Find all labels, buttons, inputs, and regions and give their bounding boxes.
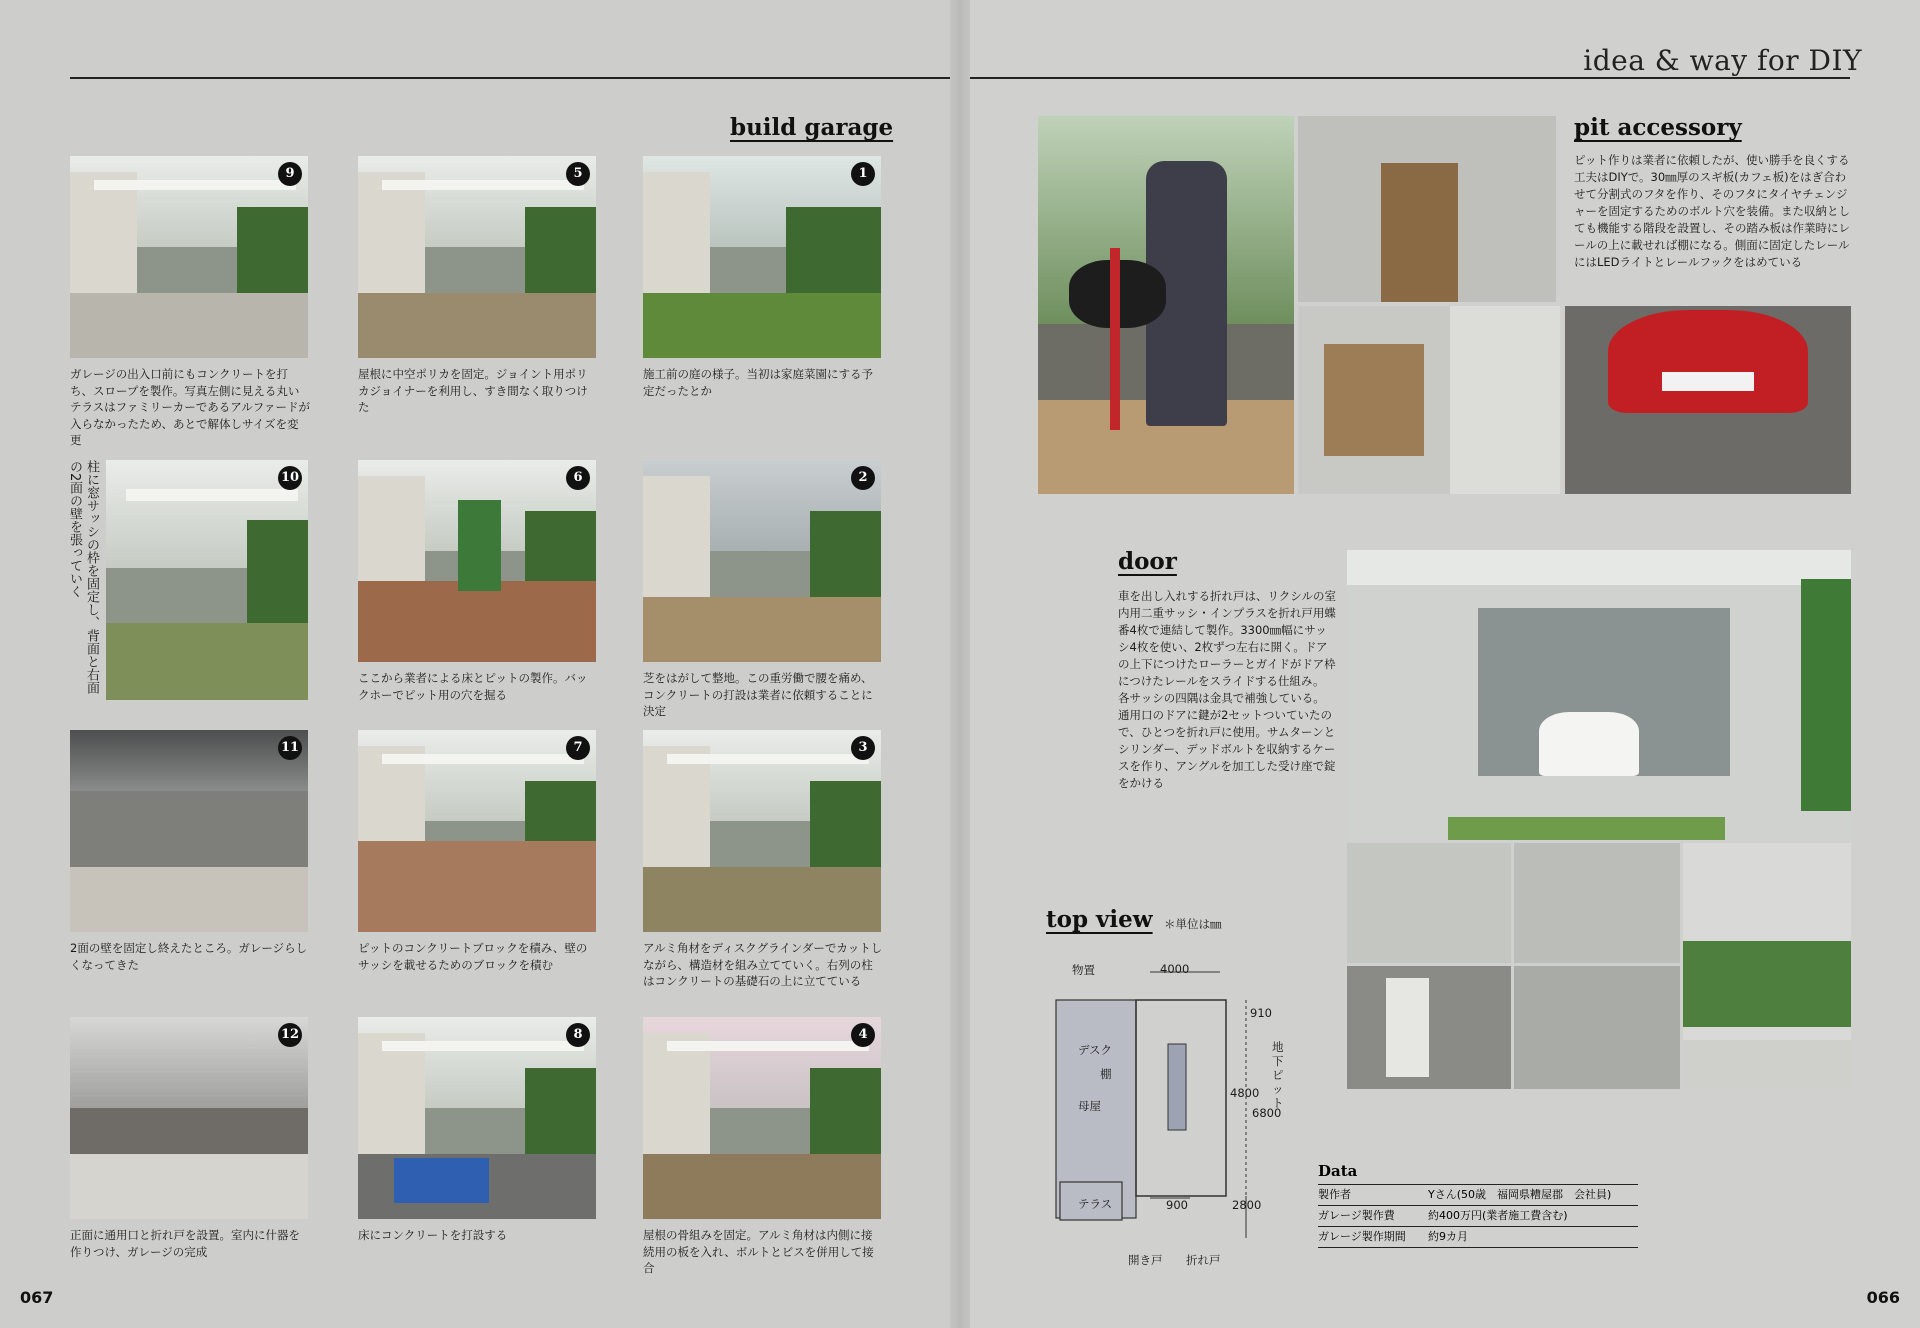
vertical-caption: 柱に窓サッシの枠を固定し、背面と右面の2面の壁を張っていく (67, 460, 99, 694)
data-key: ガレージ製作期間 (1318, 1230, 1406, 1243)
step-photo (643, 156, 881, 358)
door-lock-photo (1347, 966, 1511, 1089)
step-number: 10 (278, 466, 302, 490)
plan-label-desk: デスク (1078, 1043, 1113, 1057)
plan-label-swing-door: 開き戸 (1128, 1253, 1163, 1267)
step-photo (643, 460, 881, 662)
step-number: 1 (851, 162, 875, 186)
step-caption: アルミ角材をディスクグラインダーでカットしながら、構造材を組み立てていく。右列の柱はコンクリートの基礎石の上に立てている (643, 941, 883, 988)
step-photo (643, 1017, 881, 1219)
step-caption: 床にコンクリートを打設する (358, 1228, 508, 1242)
step-number: 7 (566, 736, 590, 760)
plan-label-width: 4000 (1160, 962, 1190, 976)
garage-door-photo (1347, 550, 1851, 840)
pit-stairs-photo (1298, 306, 1560, 494)
door-detail-photo (1347, 843, 1511, 963)
data-row (1318, 1226, 1638, 1248)
step-number: 2 (851, 466, 875, 490)
data-key: 製作者 (1318, 1188, 1351, 1201)
step-caption: 屋根に中空ポリカを固定。ジョイント用ポリカジョイナーを利用し、すき間なく取りつけた (358, 367, 588, 414)
plan-label-main-house: 母屋 (1078, 1099, 1101, 1113)
step-photo (358, 460, 596, 662)
plan-label-900: 900 (1166, 1198, 1188, 1212)
header-rule-left (70, 77, 950, 79)
step-number: 9 (278, 162, 302, 186)
step-number: 12 (278, 1023, 302, 1047)
step-number: 5 (566, 162, 590, 186)
gutter (950, 0, 970, 1328)
step-photo (70, 1017, 308, 1219)
data-row (1318, 1184, 1638, 1205)
door-title: door (1118, 548, 1177, 575)
red-car-photo (1565, 306, 1851, 494)
top-view-plan (1050, 962, 1290, 1270)
step-number: 3 (851, 736, 875, 760)
step-caption: 施工前の庭の様子。当初は家庭菜園にする予定だったとか (643, 367, 873, 398)
step-photo (358, 156, 596, 358)
tire-changer-photo (1038, 116, 1294, 494)
top-view-title: top view (1046, 906, 1153, 933)
plan-label-terrace: テラス (1078, 1197, 1113, 1211)
step-caption: 芝をはがして整地。この重労働で腰を痛め、コンクリートの打設は業者に依頼することに決定 (643, 671, 873, 718)
page-number-left: 067 (20, 1288, 54, 1307)
pit-accessory-text: ピット作りは業者に依頼したが、使い勝手を良くする工夫はDIYで。30㎜厚のスギ板(カフェ板)をはぎ合わせて分割式のフタを作り、そのフタにタイヤチェンジャーを固定するためのボルト穴を装備。また収納としても機能する階段を設置し、その踏み板は作業時にレールの上に載せれば棚になる。側面に固定したレールにはLEDライトとレールフックをはめている (1574, 153, 1850, 269)
step-photo (70, 730, 308, 932)
door-rail-photo (1514, 966, 1680, 1089)
plan-label-shelf: 棚 (1100, 1067, 1112, 1081)
door-open-photo (1683, 843, 1851, 1089)
plan-label-910: 910 (1250, 1006, 1272, 1020)
step-number: 8 (566, 1023, 590, 1047)
data-value: 約400万円(業者施工費含む) (1428, 1209, 1568, 1222)
plan-label-6800: 6800 (1252, 1106, 1282, 1120)
plan-label-pit: 地下ピット (1272, 1040, 1284, 1110)
data-row (1318, 1205, 1638, 1226)
data-value: Yさん(50歳 福岡県糟屋郡 会社員) (1428, 1188, 1612, 1201)
data-value: 約9カ月 (1428, 1230, 1468, 1243)
step-photo (70, 156, 308, 358)
data-title: Data (1318, 1162, 1358, 1180)
step-caption: 屋根の骨組みを固定。アルミ角材は内側に接続用の板を入れ、ボルトとビスを併用して接合 (643, 1228, 874, 1275)
step-caption: ガレージの出入口前にもコンクリートを打ち、スロープを製作。写真左側に見える丸いテラスはファミリーカーであるアルファードが入らなかったため、あとで解体しサイズを変更 (70, 367, 311, 447)
step-number: 4 (851, 1023, 875, 1047)
step-number: 11 (278, 736, 302, 760)
build-garage-title: build garage (730, 114, 894, 141)
step-photo (358, 1017, 596, 1219)
door-hinge-photo (1514, 843, 1680, 963)
data-table (1318, 1162, 1638, 1248)
page-number-right: 066 (1866, 1288, 1900, 1307)
plan-label-folding-door: 折れ戸 (1186, 1253, 1221, 1267)
plan-label-2800: 2800 (1232, 1198, 1262, 1212)
step-caption: 正面に通用口と折れ戸を設置。室内に什器を作りつけ、ガレージの完成 (70, 1228, 300, 1259)
step-caption: 2面の壁を固定し終えたところ。ガレージらしくなってきた (70, 941, 308, 972)
step-photo (106, 460, 308, 700)
data-key: ガレージ製作費 (1318, 1209, 1395, 1222)
header-rule-right (970, 77, 1850, 79)
step-caption: ピットのコンクリートブロックを積み、壁のサッシを載せるためのブロックを積む (358, 941, 588, 972)
door-text: 車を出し入れする折れ戸は、リクシルの室内用二重サッシ・インプラスを折れ戸用蝶番4枚で連結して製作。3300㎜幅にサッシ4枚を使い、2枚ずつ左右に開く。ドアの上下につけたローラーとガイドがドア枠につけたレールをスライドする仕組み。各サッシの四隅は金具で補強している。通用口のドアに鍵が2セットついていたので、ひとつを折れ戸に使用。サムターンとシリンダー、デッドボルトを収納するケースを作り、アングルを加工した受け座で錠をかける (1118, 589, 1336, 790)
step-photo (358, 730, 596, 932)
series-title: idea & way for DIY (1583, 44, 1862, 77)
plan-label-storage: 物置 (1072, 963, 1095, 977)
step-number: 6 (566, 466, 590, 490)
step-photo (643, 730, 881, 932)
pit-cover-photo (1298, 116, 1556, 302)
plan-label-4800: 4800 (1230, 1086, 1260, 1100)
unit-note: ＊単位は㎜ (1164, 917, 1222, 931)
pit-accessory-title: pit accessory (1574, 114, 1742, 141)
step-caption: ここから業者による床とピットの製作。バックホーでピット用の穴を掘る (358, 671, 588, 702)
